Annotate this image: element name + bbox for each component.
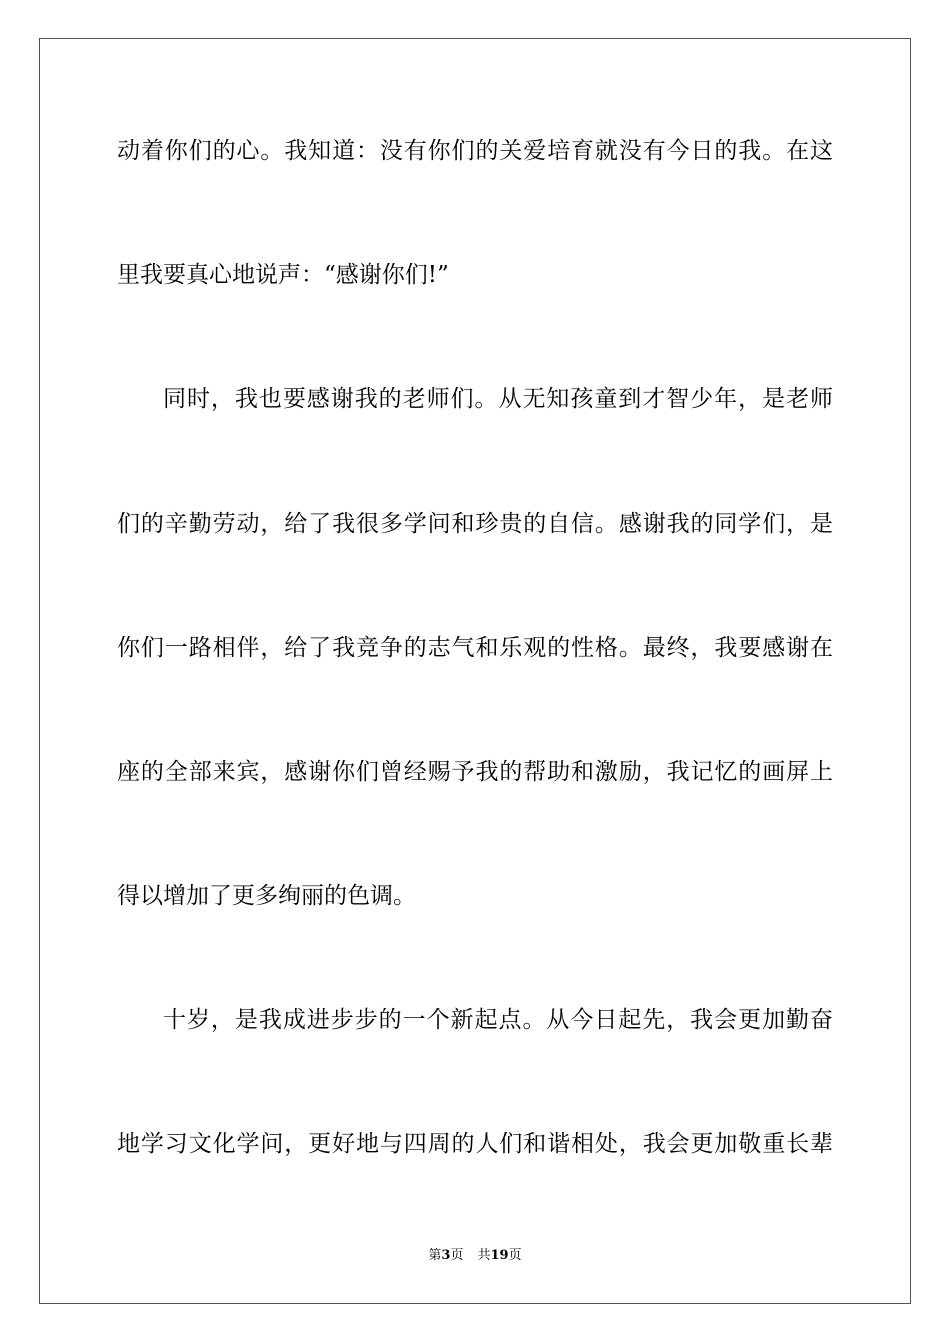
paragraph-line: 十岁，是我成进步步的一个新起点。从今日起先，我会更加勤奋 [163, 1007, 833, 1033]
paragraph-line: 地学习文化学问，更好地与四周的人们和谐相处，我会更加敬重长辈 [117, 1131, 833, 1157]
page-border [39, 38, 911, 1304]
page-footer [0, 1248, 950, 1264]
page-suffix: 页 [450, 1248, 464, 1263]
paragraph-line: 们的辛勤劳动，给了我很多学问和珍贵的自信。感谢我的同学们，是 [117, 511, 833, 537]
paragraph-line: 得以增加了更多绚丽的色调。 [117, 883, 416, 909]
paragraph-line: 动着你们的心。我知道：没有你们的关爱培育就没有今日的我。在这 [117, 138, 833, 164]
current-page-number: 3 [441, 1248, 451, 1263]
paragraph-line: 座的全部来宾，感谢你们曾经赐予我的帮助和激励，我记忆的画屏上 [117, 759, 833, 785]
page-prefix: 第 [428, 1248, 442, 1263]
total-prefix: 共 [477, 1248, 491, 1263]
paragraph-line: 里我要真心地说声：“感谢你们!” [117, 262, 449, 288]
paragraph-line: 你们一路相伴，给了我竞争的志气和乐观的性格。最终，我要感谢在 [117, 635, 833, 661]
total-page-number: 19 [490, 1248, 509, 1263]
total-suffix: 页 [508, 1248, 522, 1263]
paragraph-line: 同时，我也要感谢我的老师们。从无知孩童到才智少年，是老师 [163, 386, 833, 412]
